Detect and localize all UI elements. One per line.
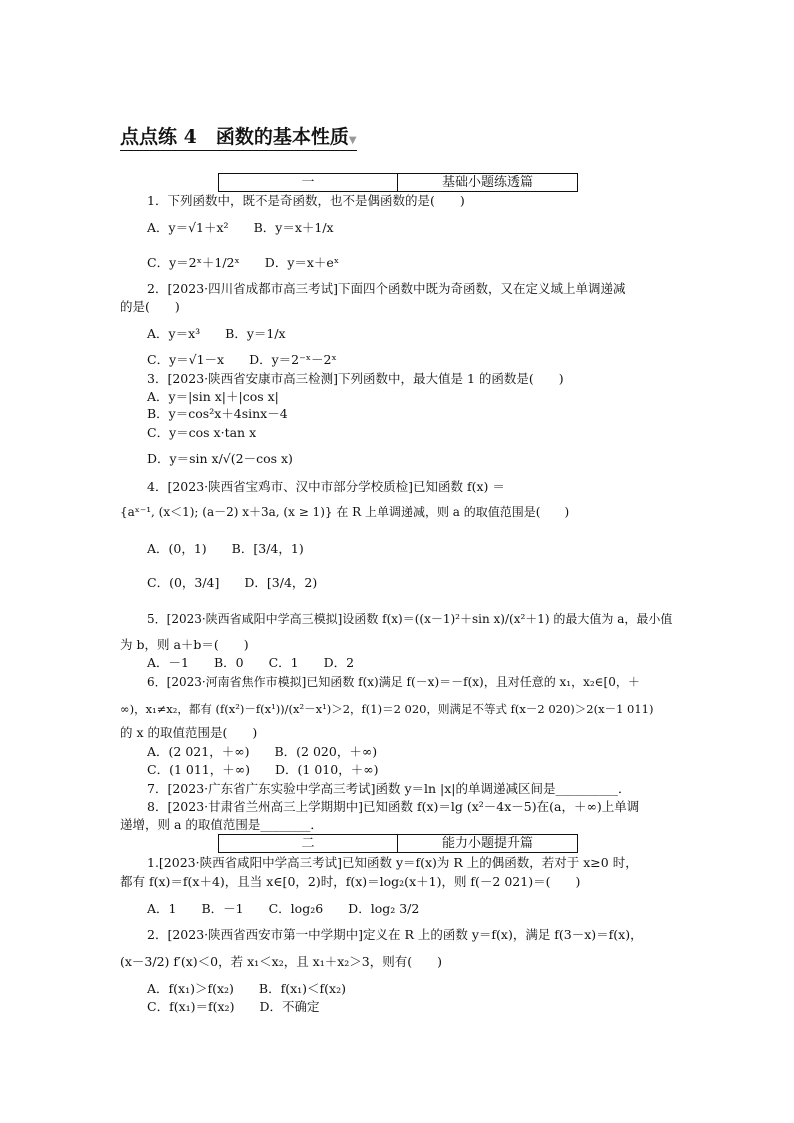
question-line: 8．[2023·甘肃省兰州高三上学期期中]已知函数 f(x)＝lg (x²－4x－5)在(a，＋∞)上单调 xyxy=(147,799,640,814)
section-name: 能力小题提升篇 xyxy=(441,836,533,851)
triangle-icon: ▼ xyxy=(348,135,357,146)
question-line: 的 x 的取值范围是( ) xyxy=(120,725,258,740)
option-line: A．(0，1) B．[3/4，1) xyxy=(147,541,304,556)
question-line: 5．[2023·陕西省咸阳中学高三模拟]设函数 f(x)＝((x－1)²＋sin x)/(x²＋1) 的最大值为 a，最小值 xyxy=(147,612,673,626)
question-line: 7．[2023·广东省广东实验中学高三考试]函数 y＝ln |x|的单调递减区间是__________． xyxy=(147,781,631,796)
option-line: C．y＝2ˣ＋1/2ˣ D．y＝x＋eˣ xyxy=(147,255,340,270)
question-line: 2．[2023·四川省成都市高三考试]下面四个函数中既为奇函数，又在定义域上单调递减 xyxy=(147,281,626,296)
option-line: C．f(x₁)＝f(x₂) D．不确定 xyxy=(147,999,320,1014)
section-name: 基础小题练透篇 xyxy=(441,175,533,190)
section-header-1 xyxy=(218,173,578,192)
question-line: 4．[2023·陕西省宝鸡市、汉中市部分学校质检]已知函数 f(x) ＝ xyxy=(147,479,505,494)
option-line: A．y＝√1＋x² B．y＝x＋1/x xyxy=(147,220,334,235)
question-line: 的是( ) xyxy=(120,299,180,314)
option-line: A．(2 021，＋∞) B．(2 020，＋∞) xyxy=(147,744,378,759)
question-line: 3．[2023·陕西省安康市高三检测]下列函数中，最大值是 1 的函数是( ) xyxy=(147,371,564,386)
question-line: ∞)，x₁≠x₂，都有 (f(x²)－f(x¹))/(x²－x¹)＞2，f(1)＝2 020，则满足不等式 f(x－2 020)＞2(x－1 011) xyxy=(120,702,654,716)
section-header-2 xyxy=(218,834,578,853)
option-line: C．(1 011，＋∞) D．(1 010，＋∞) xyxy=(147,762,379,777)
question-line: 1．下列函数中，既不是奇函数，也不是偶函数的是( ) xyxy=(147,193,465,208)
option-line: A．f(x₁)＞f(x₂) B．f(x₁)＜f(x₂) xyxy=(147,981,346,996)
option-line: A．1 B．－1 C．log₂6 D．log₂ 3/2 xyxy=(147,901,420,916)
option-line: A．y＝|sin x|＋|cos x| xyxy=(147,389,279,404)
section-number: 一 xyxy=(219,174,398,191)
question-line: (x－3/2) f′(x)＜0，若 x₁＜x₂，且 x₁＋x₂＞3，则有( ) xyxy=(120,954,443,969)
question-line: 6．[2023·河南省焦作市模拟]已知函数 f(x)满足 f(－x)＝－f(x)，且对任意的 x₁，x₂∈[0，＋ xyxy=(147,675,640,689)
option-line: A．－1 B．0 C．1 D．2 xyxy=(147,655,355,670)
option-line: A．y＝x³ B．y＝1/x xyxy=(147,326,286,341)
question-line: 递增，则 a 的取值范围是________． xyxy=(120,817,323,832)
question-line: 都有 f(x)＝f(x＋4)，且当 x∈[0，2)时，f(x)＝log₂(x＋1)，则 f(－2 021)＝( ) xyxy=(120,874,581,889)
question-line: 为 b，则 a＋b＝( ) xyxy=(120,637,249,652)
option-line: D．y＝sin x/√(2－cos x) xyxy=(147,451,293,466)
option-line: C．y＝√1－x D．y＝2⁻ˣ－2ˣ xyxy=(147,352,337,367)
option-line: C．y＝cos x·tan x xyxy=(147,425,257,440)
question-line: 2．[2023·陕西省西安市第一中学期中]定义在 R 上的函数 y＝f(x)，满足 f(3－x)＝f(x)， xyxy=(147,927,643,942)
question-line: {aˣ⁻¹, (x＜1); (a－2) x＋3a, (x ≥ 1)} 在 R 上单调递减，则 a 的取值范围是( ) xyxy=(120,505,570,519)
option-line: C．(0，3/4] D．[3/4，2) xyxy=(147,575,318,590)
page-title xyxy=(120,122,357,151)
title-text: 点点练 4 函数的基本性质 xyxy=(120,126,349,148)
question-line: 1.[2023·陕西省咸阳中学高三考试]已知函数 y＝f(x)为 R 上的偶函数，若对于 x≥0 时， xyxy=(147,855,638,870)
section-number: 二 xyxy=(219,835,398,852)
option-line: B．y＝cos²x＋4sinx－4 xyxy=(147,406,288,421)
